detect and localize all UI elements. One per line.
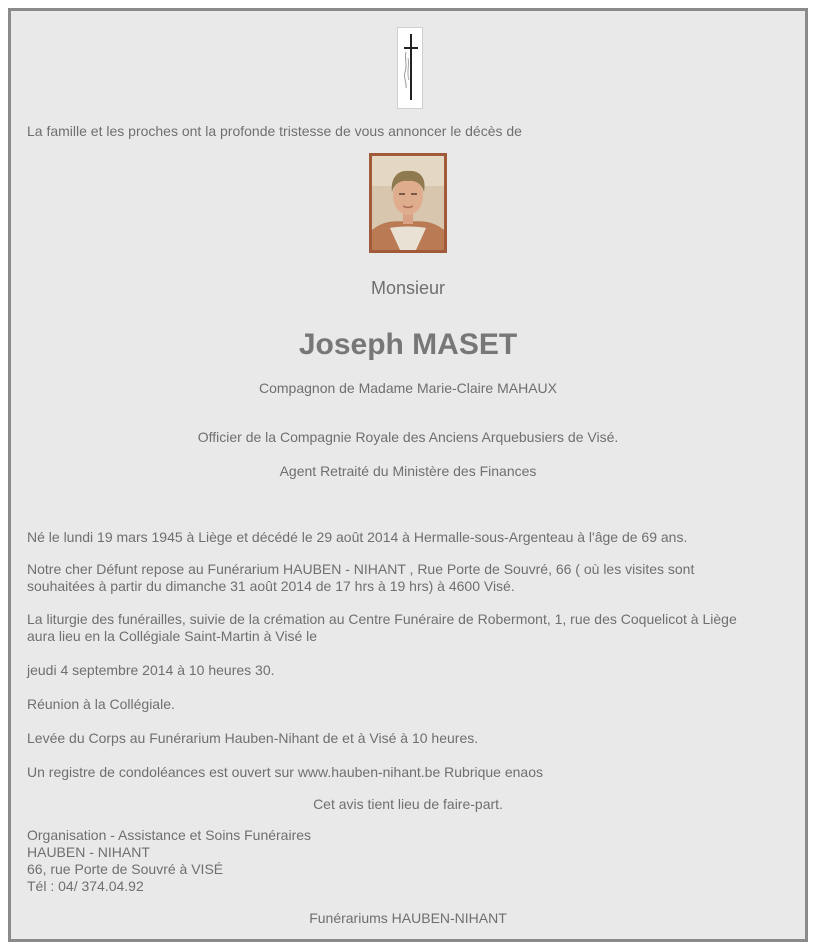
- title-agent: Agent Retraité du Ministère des Finances: [279, 463, 537, 479]
- intro-text: La famille et les proches ont la profonde tristesse de vous annoncer le décès de: [27, 123, 522, 139]
- org-phone: Tél : 04/ 374.04.92: [27, 878, 144, 894]
- footer-text: Funérariums HAUBEN-NIHANT: [309, 910, 507, 926]
- portrait-photo: [369, 153, 447, 253]
- liturgy-text-line1: La liturgie des funérailles, suivie de la crémation au Centre Funéraire de Robermont, 1, rue des Coquelicot à Liège: [27, 611, 737, 627]
- registry-text: Un registre de condoléances est ouvert sur www.hauben-nihant.be Rubrique enaos: [27, 764, 543, 780]
- birth-death-text: Né le lundi 19 mars 1945 à Liège et décédé le 29 août 2014 à Hermalle-sous-Argenteau à l'âge de 69 ans.: [27, 529, 688, 545]
- deceased-name: Joseph MASET: [298, 328, 518, 361]
- cross-icon: [397, 27, 423, 109]
- companion-text: Compagnon de Madame Marie-Claire MAHAUX: [258, 380, 557, 396]
- org-line1: Organisation - Assistance et Soins Funéraires: [27, 827, 312, 843]
- rest-text-line1: Notre cher Défunt repose au Funérarium HAUBEN - NIHANT , Rue Porte de Souvré, 66 ( où les visites sont: [27, 561, 695, 577]
- rest-text-line2: souhaitées à partir du dimanche 31 août 2014 de 17 hrs à 19 hrs) à 4600 Visé.: [27, 578, 515, 594]
- notice-text: Cet avis tient lieu de faire-part.: [313, 796, 503, 812]
- ceremony-date: jeudi 4 septembre 2014 à 10 heures 30.: [27, 662, 275, 678]
- salutation: Monsieur: [370, 278, 446, 298]
- meeting-text: Réunion à la Collégiale.: [27, 696, 175, 712]
- org-line2: HAUBEN - NIHANT: [27, 844, 150, 860]
- title-officer: Officier de la Compagnie Royale des Anciens Arquebusiers de Visé.: [197, 429, 619, 445]
- levee-text: Levée du Corps au Funérarium Hauben-Nihant de et à Visé à 10 heures.: [27, 730, 479, 746]
- org-line3: 66, rue Porte de Souvré à VISÉ: [27, 861, 224, 877]
- obituary-card: [8, 8, 808, 942]
- liturgy-text-line2: aura lieu en la Collégiale Saint-Martin à Visé le: [27, 628, 318, 644]
